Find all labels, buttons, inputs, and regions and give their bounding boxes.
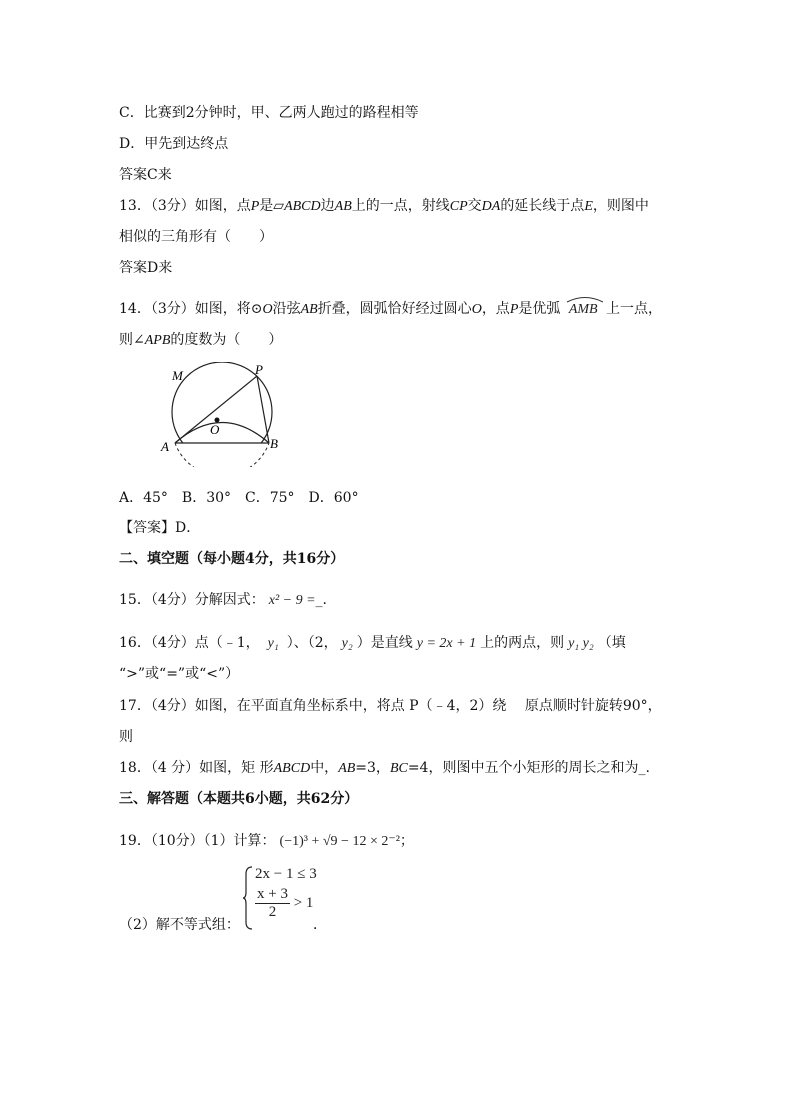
- answer-13: 答案D来: [119, 260, 173, 276]
- question-14-line1: 14．（3分）如图，将⊙O沿弦AB折叠，圆弧恰好经过圆心O，点P是优弧 AMB 上一点，: [119, 299, 662, 320]
- answer-14: 【答案】D．: [119, 520, 201, 536]
- label-m: M: [172, 368, 183, 383]
- section-3-heading: 三、解答题（本题共6小题，共62分）: [119, 791, 359, 807]
- option-d: D．甲先到达终点: [119, 136, 229, 152]
- options-14: A．45° B．30° C．75° D．60°: [119, 490, 359, 506]
- circle-fold-figure: [155, 362, 290, 467]
- ineq2-numerator: x + 3: [257, 886, 288, 902]
- question-16-line2: “>”或“=”或“<”）: [119, 666, 240, 682]
- question-16-line1: 16．（4分）点（﹣1， y₁ ）、（2， y₂ ）是直线 y = 2x + 1 上的两点，则 y₁ y₂ （填: [119, 635, 626, 651]
- question-19-part1: 19．（10分）（1）计算： (−1)³ + √9 − 12 × 2⁻²；: [119, 833, 414, 849]
- question-19-part2: [119, 864, 379, 934]
- answer-12: 答案C来: [119, 167, 172, 183]
- question-18: 18．（4 分）如图，矩 形ABCD中，AB=3，BC=4，则图中五个小矩形的周长之和为_.: [119, 760, 650, 776]
- question-13-line2: 相似的三角形有（ ）: [119, 229, 273, 245]
- question-17-line2: 则: [119, 729, 133, 745]
- ineq2-tail: > 1: [293, 894, 314, 911]
- label-b: B: [270, 436, 278, 451]
- system-end: ．: [313, 917, 327, 933]
- inequality-2: [255, 886, 313, 921]
- label-a: A: [161, 439, 169, 454]
- folded-arc: [175, 423, 269, 444]
- circle-lower-dashed-arc: [175, 443, 269, 467]
- system-brace: [243, 866, 253, 930]
- inequality-1: 2x − 1 ≤ 3: [255, 866, 317, 882]
- part2-label: （2）解不等式组：: [119, 917, 240, 933]
- section-2-heading: 二、填空题（每小题4分，共16分）: [119, 551, 345, 567]
- segment-bp: [257, 376, 269, 443]
- question-17-line1: 17．（4分）如图，在平面直角坐标系中，将点 P（﹣4，2）绕 原点顺时针旋转90°，: [119, 698, 662, 714]
- ineq2-denominator: 2: [268, 904, 277, 920]
- arc-amb-label: AMB: [565, 299, 602, 320]
- label-p: P: [255, 362, 263, 377]
- question-13-line1: 13．（3分）如图，点P是▱ABCD边AB上的一点，射线CP交DA的延长线于点E，则图中: [119, 198, 649, 214]
- question-15: 15．（4分）分解因式： x² − 9 =_.: [119, 592, 327, 608]
- question-14-line2: 则∠APB的度数为（ ）: [119, 332, 283, 348]
- label-o: O: [210, 422, 220, 437]
- option-c: C．比赛到2分钟时，甲、乙两人跑过的路程相等: [119, 105, 419, 121]
